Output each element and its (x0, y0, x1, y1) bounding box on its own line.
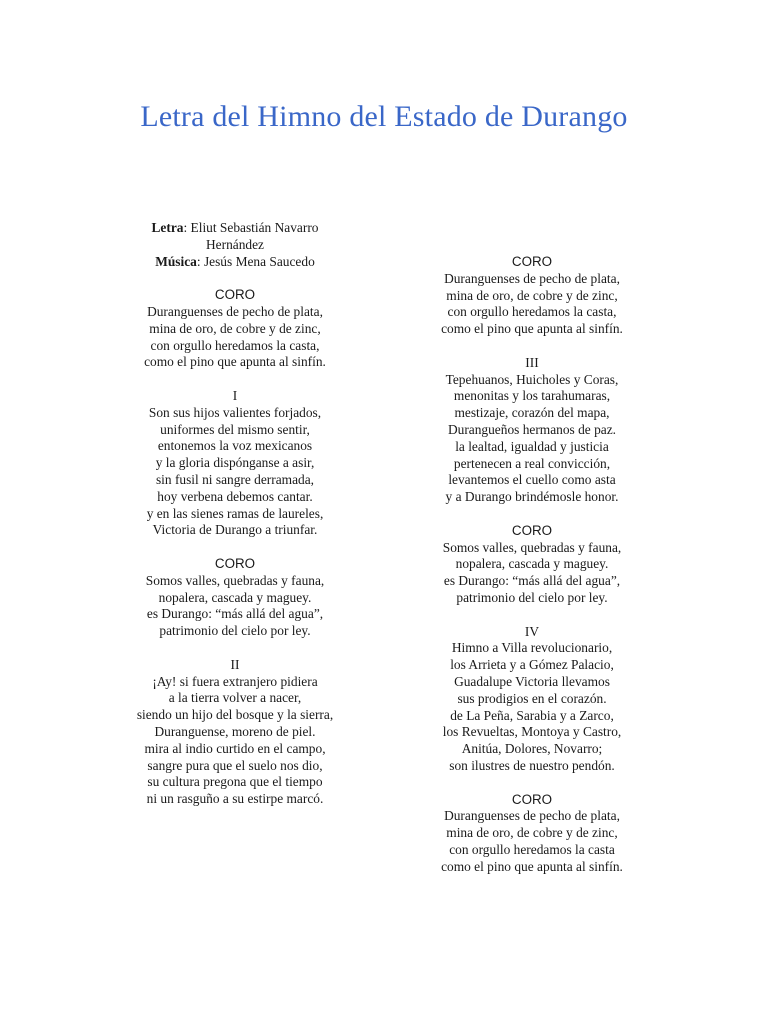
verse-line: uniformes del mismo sentir, (160, 421, 310, 437)
stanza-heading: II (230, 656, 240, 672)
stanza (412, 355, 652, 506)
verse-line: los Arrieta y a Gómez Palacio, (450, 657, 614, 673)
verse-line: y la gloria dispónganse a asir, (155, 455, 315, 471)
verse-line: y a Durango brindémosle honor. (445, 489, 619, 505)
verse-line: su cultura pregona que el tiempo (147, 774, 323, 790)
verse-line: a la tierra volver a nacer, (168, 690, 302, 706)
verse-line: y en las sienes ramas de laureles, (146, 505, 324, 521)
stanza (412, 624, 652, 775)
verse-line: Durangueños hermanos de paz. (447, 421, 617, 437)
verse-line: hoy verbena debemos cantar. (157, 488, 313, 504)
stanza-heading: CORO (511, 791, 553, 807)
verse-line: Victoria de Durango a triunfar. (152, 522, 318, 538)
spacer (412, 338, 652, 355)
verse-line: mira al indio curtido en el campo, (144, 740, 326, 756)
verse-line: Son sus hijos valientes forjados, (148, 404, 322, 420)
stanza (115, 287, 355, 371)
verse-line: los Revueltas, Montoya y Castro, (442, 724, 622, 740)
page-title: Letra del Himno del Estado de Durango (140, 100, 628, 133)
stanza-heading: III (525, 354, 539, 370)
verse-line: nopalera, cascada y maguey. (158, 589, 312, 605)
verse-line: ni un rasguño a su estirpe marcó. (146, 791, 324, 807)
verse-line: nopalera, cascada y maguey. (455, 556, 609, 572)
stanza-heading: CORO (511, 522, 553, 538)
verse-line: Anitúa, Dolores, Novarro; (461, 741, 603, 757)
verse-line: sangre pura que el suelo nos dio, (147, 757, 323, 773)
verse-line: mestizaje, corazón del mapa, (454, 405, 610, 421)
spacer (412, 607, 652, 624)
verse-line: como el pino que apunta al sinfín. (441, 321, 623, 337)
verse-line: son ilustres de nuestro pendón. (449, 757, 615, 773)
verse-line: entonemos la voz mexicanos (157, 438, 313, 454)
verse-line: como el pino que apunta al sinfín. (441, 858, 623, 874)
stanza (412, 523, 652, 607)
left-sections (115, 287, 355, 808)
music-credit (115, 254, 355, 271)
verse-line: es Durango: “más allá del agua”, (146, 606, 324, 622)
spacer (115, 270, 355, 287)
stanza-heading: IV (524, 623, 540, 639)
verse-line: con orgullo heredamos la casta (449, 841, 615, 857)
stanza (412, 792, 652, 876)
verse-line: Tepehuanos, Huicholes y Coras, (445, 371, 619, 387)
stanza (412, 254, 652, 338)
lyrics-label: Letra (151, 220, 184, 235)
lyrics-credit (115, 220, 355, 237)
verse-line: Somos valles, quebradas y fauna, (145, 572, 325, 588)
spacer (115, 640, 355, 657)
verse-line: pertenecen a real convicción, (453, 455, 611, 471)
verse-line: de La Peña, Sarabia y a Zarco, (450, 707, 614, 723)
verse-line: levantemos el cuello como asta (448, 472, 616, 488)
spacer (412, 506, 652, 523)
verse-line: siendo un hijo del bosque y la sierra, (136, 707, 334, 723)
verse-line: ¡Ay! si fuera extranjero pidiera (152, 673, 318, 689)
verse-line: mina de oro, de cobre y de zinc, (149, 320, 321, 336)
credits-block (115, 220, 355, 270)
right-column (412, 254, 652, 875)
verse-line: Duranguense, moreno de piel. (154, 723, 316, 739)
verse-line: mina de oro, de cobre y de zinc, (446, 287, 618, 303)
verse-line: con orgullo heredamos la casta, (150, 337, 320, 353)
left-column (115, 220, 355, 808)
verse-line: sin fusil ni sangre derramada, (155, 471, 315, 487)
verse-line: mina de oro, de cobre y de zinc, (446, 825, 618, 841)
music-label: Música (155, 253, 197, 269)
stanza-heading: CORO (214, 555, 256, 571)
music-author: : Jesús Mena Saucedo (196, 253, 315, 269)
verse-line: Duranguenses de pecho de plata, (147, 303, 323, 319)
verse-line: Somos valles, quebradas y fauna, (442, 539, 622, 555)
stanza (115, 388, 355, 539)
verse-line: Himno a Villa revolucionario, (451, 640, 613, 656)
verse-line: menonitas y los tarahumaras, (453, 388, 611, 404)
spacer (115, 371, 355, 388)
lyrics-author-cont: Hernández (206, 236, 264, 252)
stanza (115, 657, 355, 808)
verse-line: con orgullo heredamos la casta, (447, 304, 617, 320)
spacer (115, 539, 355, 556)
spacer (412, 775, 652, 792)
verse-line: patrimonio del cielo por ley. (456, 589, 608, 605)
verse-line: es Durango: “más allá del agua”, (443, 573, 621, 589)
verse-line: la lealtad, igualdad y justicia (455, 438, 609, 454)
stanza (115, 556, 355, 640)
stanza-heading: CORO (214, 287, 256, 303)
stanza-heading: CORO (511, 254, 553, 269)
right-sections (412, 254, 652, 875)
stanza-heading: I (232, 387, 238, 403)
verse-line: patrimonio del cielo por ley. (159, 623, 311, 639)
lyrics-author: : Eliut Sebastián Navarro (183, 220, 319, 235)
verse-line: sus prodigios en el corazón. (457, 690, 607, 706)
verse-line: como el pino que apunta al sinfín. (144, 354, 326, 370)
verse-line: Duranguenses de pecho de plata, (444, 270, 620, 286)
verse-line: Guadalupe Victoria llevamos (454, 673, 610, 689)
verse-line: Duranguenses de pecho de plata, (444, 808, 620, 824)
